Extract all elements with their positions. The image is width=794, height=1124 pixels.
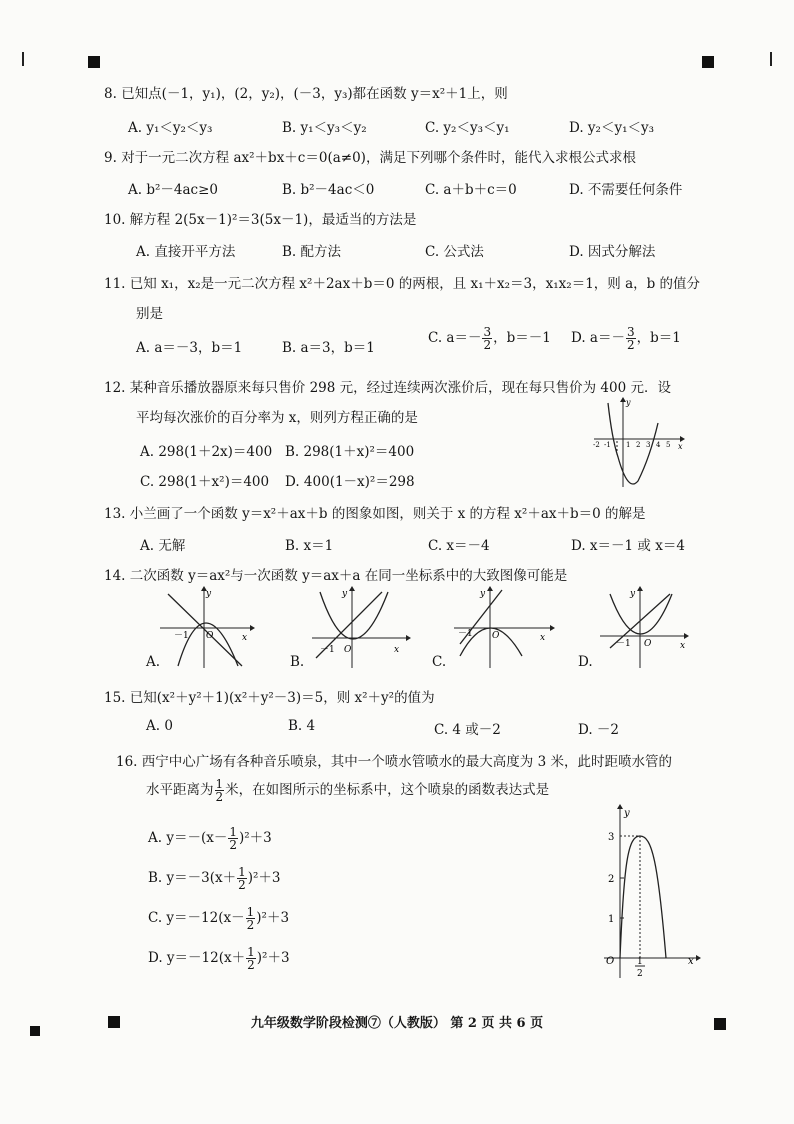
question-text: 已知 x₁，x₂是一元二次方程 x²＋2ax＋b＝0 的两根，且 x₁＋x₂＝3，x₁x₂＝1，则 a，b 的值分 bbox=[129, 276, 701, 292]
question-8 bbox=[104, 82, 508, 102]
fraction-1-over-2: $\frac{1}{2}$ bbox=[215, 777, 224, 804]
tick-label: 1 bbox=[608, 914, 615, 925]
q9-option-c: C. a＋b＋c＝0 bbox=[425, 182, 517, 198]
tick-label: 4 bbox=[656, 441, 661, 449]
axis-label-x: x bbox=[394, 645, 400, 655]
q14-graph-b bbox=[306, 586, 416, 670]
question-number: 16. bbox=[116, 754, 138, 770]
q16-option-c: C. y＝－12(x－ $\frac{1}{2}$ )²＋3 bbox=[148, 905, 290, 932]
q15-option-b: B. 4 bbox=[288, 718, 316, 734]
q8-option-c: C. y₂＜y₃＜y₁ bbox=[425, 120, 510, 136]
tick-fraction-num: 1 bbox=[637, 957, 643, 967]
tick-label: －1 bbox=[616, 639, 631, 649]
question-number: 13. bbox=[104, 506, 126, 522]
question-11-continued: 别是 bbox=[136, 306, 163, 322]
q13-option-d: D. x＝－1 或 x＝4 bbox=[571, 538, 685, 554]
axis-label-x: x bbox=[678, 442, 683, 451]
question-12 bbox=[104, 376, 671, 396]
q8-option-d: D. y₂＜y₁＜y₃ bbox=[569, 120, 655, 136]
q16-fountain-figure bbox=[596, 802, 706, 982]
q11-option-a: A. a＝－3，b＝1 bbox=[136, 340, 243, 356]
q14-option-c: C. bbox=[432, 654, 447, 670]
question-number: 15. bbox=[104, 690, 126, 706]
question-14 bbox=[104, 564, 567, 584]
q9-option-d: D. 不需要任何条件 bbox=[569, 182, 683, 198]
q14-option-a: A. bbox=[146, 654, 161, 670]
page-footer: 九年级数学阶段检测⑦（人教版） 第 2 页 共 6 页 bbox=[250, 1016, 544, 1031]
question-text: 已知(x²＋y²＋1)(x²＋y²－3)＝5，则 x²＋y²的值为 bbox=[129, 690, 435, 706]
origin-label: O bbox=[492, 631, 500, 641]
q12-option-d: D. 400(1－x)²＝298 bbox=[285, 474, 415, 490]
q13-option-b: B. x＝1 bbox=[285, 538, 334, 554]
origin-label: O bbox=[644, 639, 652, 649]
q9-option-a: A. b²－4ac≥0 bbox=[128, 182, 218, 198]
q12-option-a: A. 298(1＋2x)＝400 bbox=[140, 444, 273, 460]
q12-option-b: B. 298(1＋x)²＝400 bbox=[285, 444, 415, 460]
question-10 bbox=[104, 208, 416, 228]
q16-option-b: B. y＝－3(x＋ $\frac{1}{2}$ )²＋3 bbox=[148, 865, 281, 892]
tick-label: 3 bbox=[646, 441, 651, 449]
fraction-1-over-2: $\frac{1}{2}$ bbox=[247, 945, 255, 972]
q16-option-a: A. y＝－(x－ $\frac{1}{2}$ )²＋3 bbox=[148, 825, 272, 852]
question-number: 11. bbox=[104, 276, 126, 292]
tick-label: －1 bbox=[174, 631, 189, 641]
q15-option-d: D. －2 bbox=[578, 722, 620, 738]
origin-label: O bbox=[206, 631, 214, 641]
q14-option-b: B. bbox=[290, 654, 305, 670]
question-number: 10. bbox=[104, 212, 126, 228]
tick-label: 2 bbox=[608, 874, 615, 885]
q11-option-c: C. a＝－ $\frac{3}{2}$ ，b＝－1 bbox=[428, 325, 551, 352]
registration-mark-top-right bbox=[702, 56, 714, 68]
q16-option-d: D. y＝－12(x＋ $\frac{1}{2}$ )²＋3 bbox=[148, 945, 290, 972]
fraction-1-over-2: $\frac{1}{2}$ bbox=[238, 865, 246, 892]
q10-option-a: A. 直接开平方法 bbox=[136, 244, 236, 260]
axis-label-x: x bbox=[242, 633, 248, 643]
tick-label: 1 bbox=[626, 441, 631, 449]
tick-label: －1 bbox=[320, 645, 335, 655]
axis-label-y: y bbox=[626, 398, 631, 407]
axis-label-x: x bbox=[680, 641, 686, 651]
q15-option-a: A. 0 bbox=[146, 718, 173, 734]
question-12-continued: 平均每次涨价的百分率为 x，则列方程正确的是 bbox=[136, 410, 418, 426]
q11-option-b: B. a＝3，b＝1 bbox=[282, 340, 375, 356]
axis-label-y: y bbox=[624, 808, 630, 819]
question-number: 9. bbox=[104, 150, 117, 166]
q13-option-c: C. x＝－4 bbox=[428, 538, 490, 554]
question-16 bbox=[116, 750, 672, 770]
axis-label-y: y bbox=[342, 589, 348, 599]
tick-label: 3 bbox=[608, 832, 615, 843]
question-text: 已知点(－1，y₁)，(2，y₂)，(－3，y₃)都在函数 y＝x²＋1上，则 bbox=[121, 86, 508, 102]
scan-edge-left bbox=[22, 52, 24, 66]
q14-graph-a bbox=[146, 586, 256, 670]
q9-option-b: B. b²－4ac＜0 bbox=[282, 182, 375, 198]
question-number: 14. bbox=[104, 568, 126, 584]
question-text: 小兰画了一个函数 y＝x²＋ax＋b 的图象如图，则关于 x 的方程 x²＋ax＋b＝0 的解是 bbox=[129, 506, 646, 522]
tick-label: 5 bbox=[666, 441, 671, 449]
question-text: 西宁中心广场有各种音乐喷泉，其中一个喷水管喷水的最大高度为 3 米，此时距喷水管的 bbox=[141, 754, 672, 770]
axis-label-y: y bbox=[206, 589, 212, 599]
registration-mark-top-left bbox=[88, 56, 100, 68]
q14-option-d: D. bbox=[578, 654, 593, 670]
axis-label-y: y bbox=[630, 589, 636, 599]
fraction-3-over-2: $\frac{3}{2}$ bbox=[483, 325, 492, 352]
tick-label: -2 bbox=[593, 441, 600, 449]
axis-label-y: y bbox=[480, 589, 486, 599]
origin-label: O bbox=[606, 956, 615, 967]
q11-option-d: D. a＝－ $\frac{3}{2}$ ，b＝1 bbox=[571, 325, 681, 352]
q15-option-c: C. 4 或－2 bbox=[434, 722, 501, 738]
question-11 bbox=[104, 272, 700, 292]
q8-option-a: A. y₁＜y₂＜y₃ bbox=[128, 120, 213, 136]
tick-label: -1 bbox=[604, 441, 611, 449]
q14-graph-d bbox=[596, 586, 696, 670]
q8-option-b: B. y₁＜y₃＜y₂ bbox=[282, 120, 367, 136]
q12-option-c: C. 298(1＋x²)＝400 bbox=[140, 474, 270, 490]
question-text: 对于一元二次方程 ax²＋bx＋c＝0(a≠0)，满足下列哪个条件时，能代入求根公式求根 bbox=[121, 150, 636, 166]
question-text: 解方程 2(5x－1)²＝3(5x－1)，最适当的方法是 bbox=[129, 212, 417, 228]
tick-label: 2 bbox=[636, 441, 641, 449]
q10-option-b: B. 配方法 bbox=[282, 244, 342, 260]
q13-parabola-figure bbox=[590, 395, 686, 491]
scan-edge-right bbox=[770, 52, 772, 66]
fraction-1-over-2: $\frac{1}{2}$ bbox=[246, 905, 255, 932]
question-13 bbox=[104, 502, 646, 522]
question-16-continued: 水平距离为 $\frac{1}{2}$ 米，在如图所示的坐标系中，这个喷泉的函数表达式是 bbox=[146, 777, 550, 804]
question-text: 某种音乐播放器原来每只售价 298 元，经过连续两次涨价后，现在每只售价为 400 元．设 bbox=[129, 380, 671, 396]
question-number: 8. bbox=[104, 86, 117, 102]
question-15 bbox=[104, 686, 435, 706]
q13-option-a: A. 无解 bbox=[140, 538, 186, 554]
fraction-1-over-2: $\frac{1}{2}$ bbox=[229, 825, 237, 852]
question-text: 二次函数 y＝ax²与一次函数 y＝ax＋a 在同一坐标系中的大致图像可能是 bbox=[129, 568, 568, 584]
question-number: 12. bbox=[104, 380, 126, 396]
axis-label-x: x bbox=[540, 633, 546, 643]
axis-label-x: x bbox=[688, 956, 694, 967]
origin-label: O bbox=[344, 645, 352, 655]
question-9 bbox=[104, 146, 636, 166]
tick-fraction-den: 2 bbox=[637, 969, 643, 979]
q10-option-c: C. 公式法 bbox=[425, 244, 484, 260]
fraction-3-over-2: $\frac{3}{2}$ bbox=[626, 325, 635, 352]
tick-label: －1 bbox=[458, 629, 473, 639]
q10-option-d: D. 因式分解法 bbox=[569, 244, 656, 260]
q14-graph-c bbox=[450, 586, 560, 670]
